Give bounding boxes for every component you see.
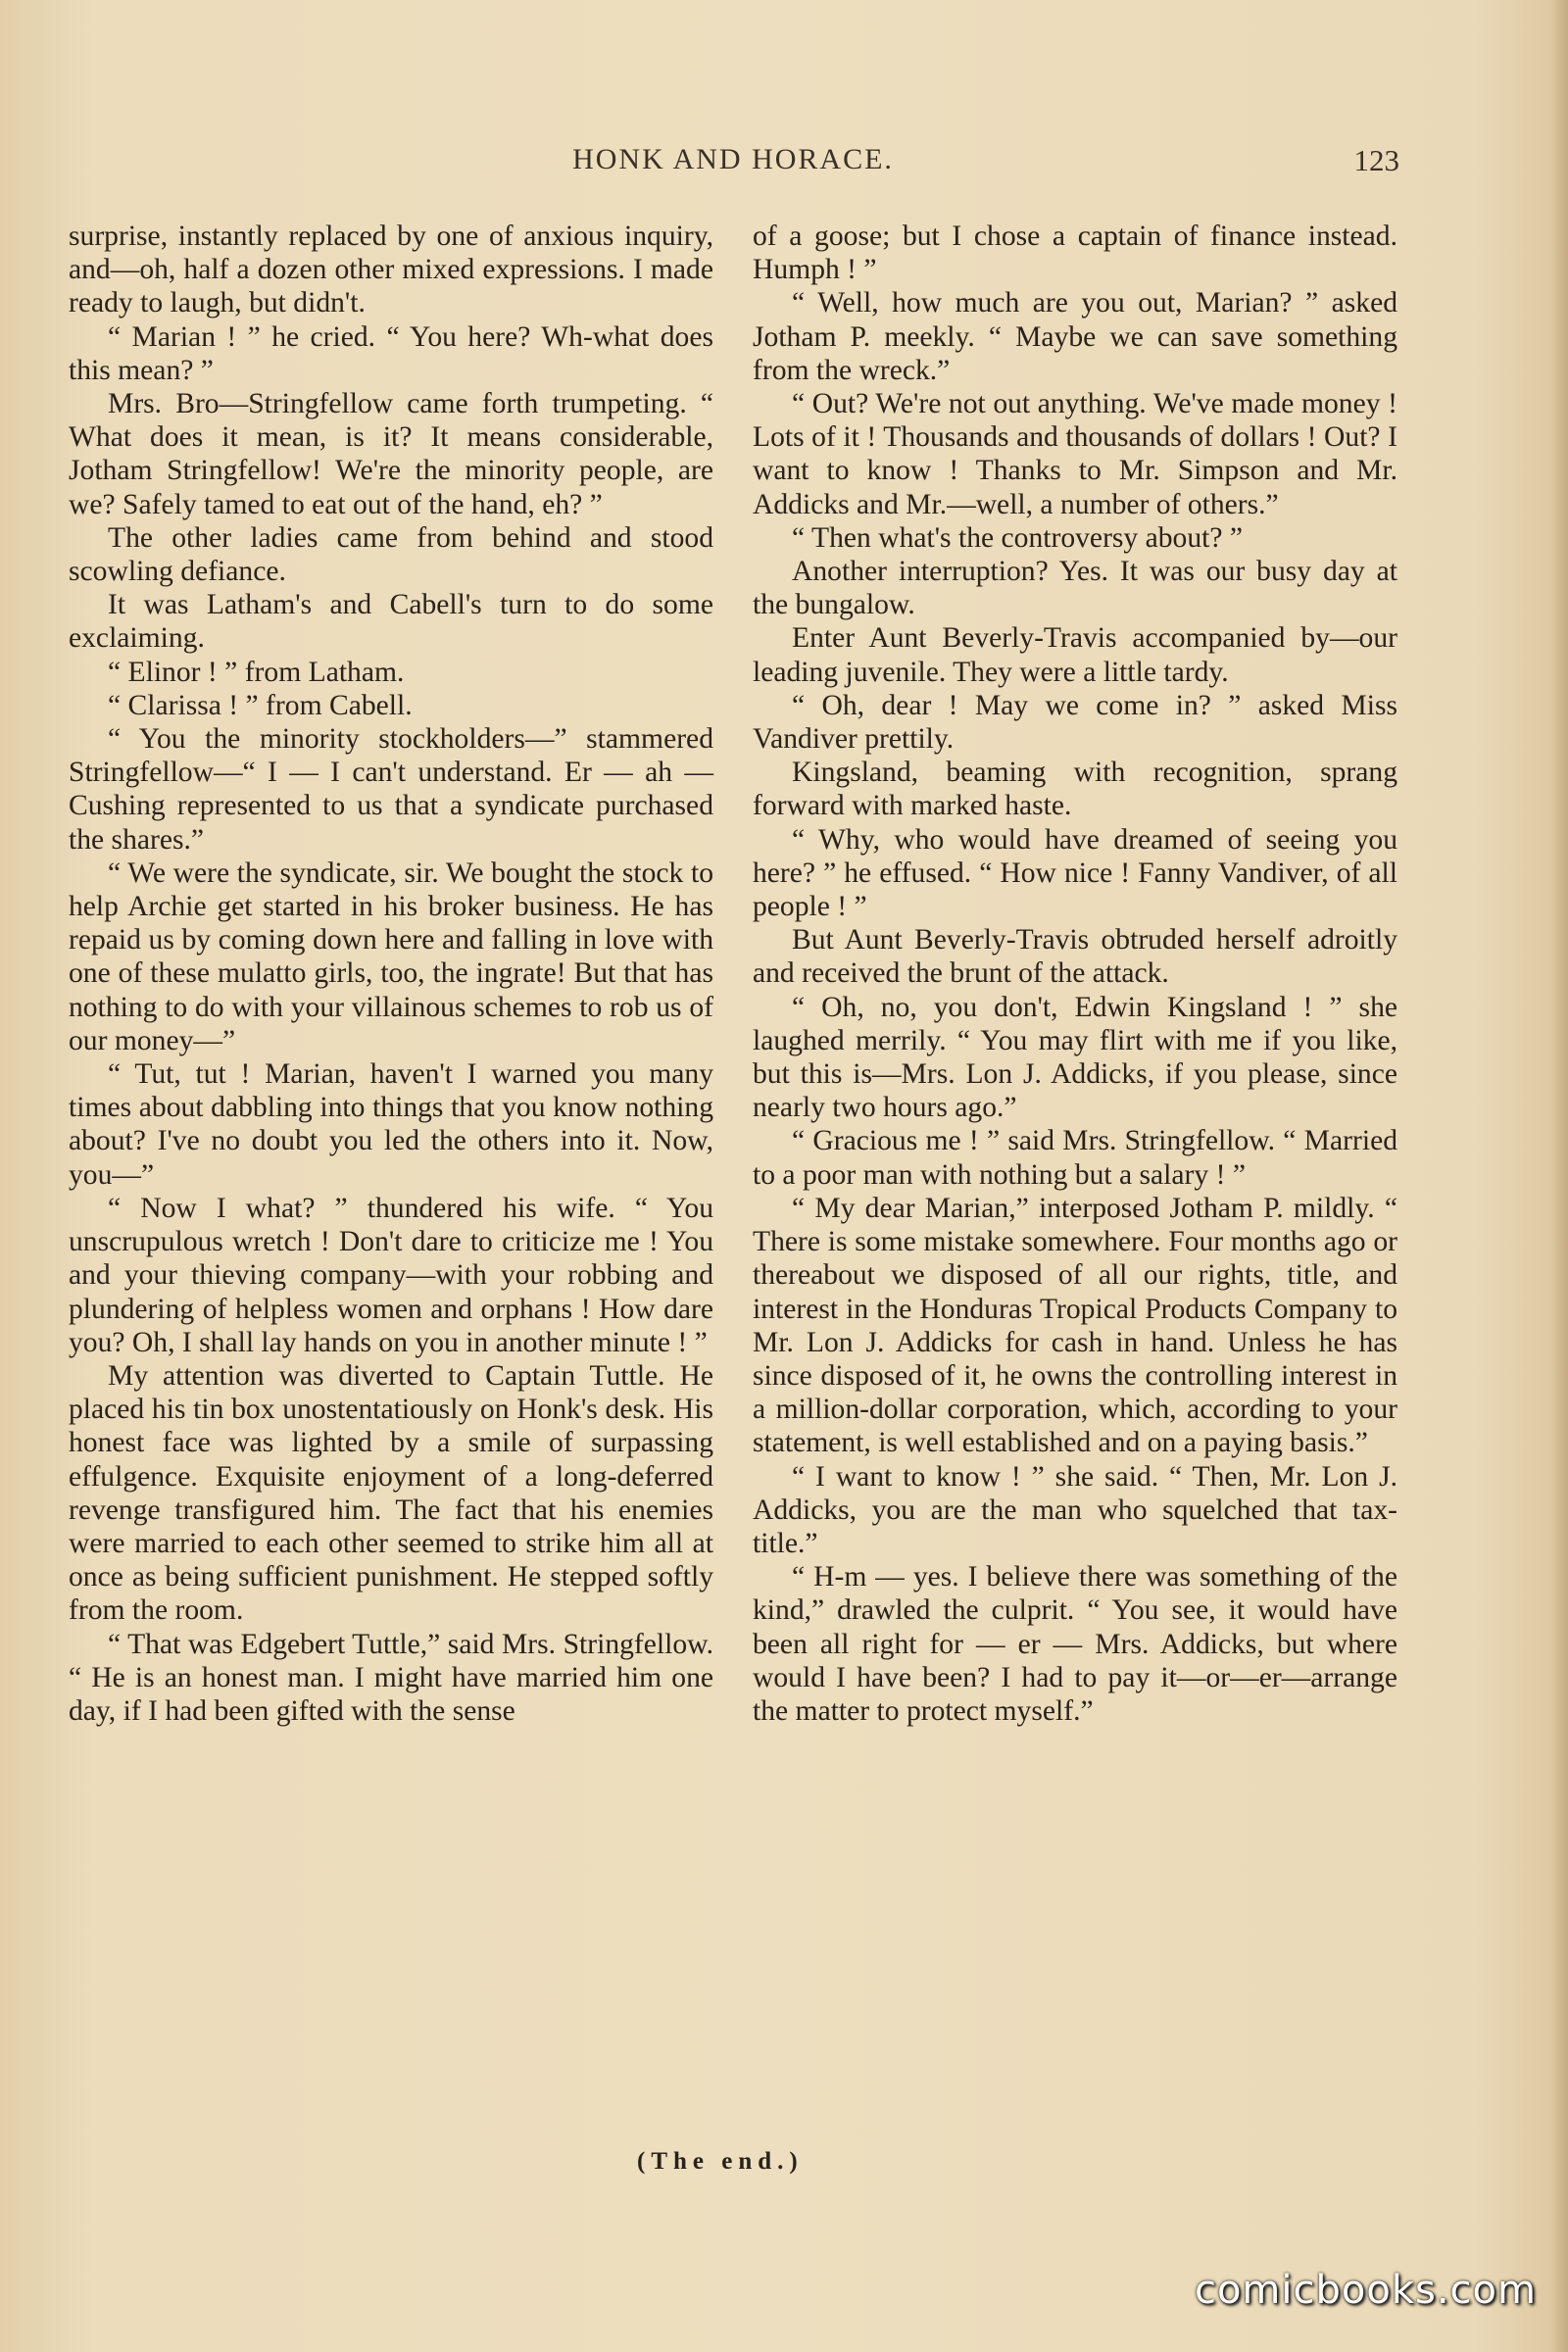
page-edge-shadow bbox=[1550, 0, 1568, 2352]
paragraph: “ Oh, dear ! May we come in? ” asked Miss Vandiver prettily. bbox=[753, 689, 1397, 756]
paragraph: “ Now I what? ” thundered his wife. “ You unscrupulous wretch ! Don't dare to criticize me ! You and your thieving company—with your robbing and plundering of helpless women and orphans ! How dare you? Oh, I shall lay hands on you in another minute ! ” bbox=[69, 1192, 713, 1358]
paragraph: It was Latham's and Cabell's turn to do some exclaiming. bbox=[69, 589, 713, 655]
paragraph: My attention was diverted to Captain Tuttle. He placed his tin box unostentatiously on Honk's desk. His honest face was lighted by a smile of surpassing effulgence. Exquisite enjoyment of a long-deferred revenge transfigured him. The fact that his enemies were married to each other seemed to strike him all at once as being sufficient punishment. He stepped softly from the room. bbox=[69, 1359, 713, 1627]
end-mark: (The end.) bbox=[637, 2148, 804, 2175]
paragraph: “ Oh, no, you don't, Edwin Kingsland ! ” she laughed merrily. “ You may flirt with me if you like, but this is—Mrs. Lon J. Addicks, if you please, since nearly two hours ago.” bbox=[753, 991, 1397, 1124]
paragraph: Mrs. Bro—Stringfellow came forth trumpeting. “ What does it mean, is it? It means considerable, Jotham Stringfellow! We're the minority people, are we? Safely tamed to eat out of the hand, eh? ” bbox=[69, 388, 713, 520]
paragraph: “ Marian ! ” he cried. “ You here? Wh-what does this mean? ” bbox=[69, 320, 713, 386]
paragraph: “ That was Edgebert Tuttle,” said Mrs. Stringfellow. “ He is an honest man. I might have married him one day, if I had been gifted with the sense bbox=[69, 1628, 713, 1727]
watermark-logo: comicbooks.com bbox=[1194, 2268, 1537, 2313]
paragraph: “ My dear Marian,” interposed Jotham P. mildly. “ There is some mistake somewhere. Four months ago or thereabout we disposed of all our rights, title, and interest in the Honduras Tropical Products Company to Mr. Lon J. Addicks for cash in hand. Unless he has since disposed of it, he owns the controlling interest in a million-dollar corporation, which, according to your statement, is well established and on a paying basis.” bbox=[753, 1192, 1397, 1459]
paragraph: “ Well, how much are you out, Marian? ” asked Jotham P. meekly. “ Maybe we can save something from the wreck.” bbox=[753, 287, 1397, 386]
right-column bbox=[753, 220, 1397, 1728]
paragraph: surprise, instantly replaced by one of anxious inquiry, and—oh, half a dozen other mixed expressions. I made ready to laugh, but didn't. bbox=[69, 220, 713, 319]
page-number: 123 bbox=[1353, 143, 1399, 177]
paragraph: “ You the minority stockholders—” stammered Stringfellow—“ I — I can't understand. Er — ah — Cushing represented to us that a syndicate purchased the shares.” bbox=[69, 723, 713, 856]
running-title: HONK AND HORACE. bbox=[572, 143, 894, 175]
paragraph: But Aunt Beverly-Travis obtruded herself adroitly and received the brunt of the attack. bbox=[753, 924, 1397, 990]
paragraph: “ Then what's the controversy about? ” bbox=[792, 521, 1244, 554]
running-head bbox=[67, 143, 1399, 182]
paragraph: “ I want to know ! ” she said. “ Then, Mr. Lon J. Addicks, you are the man who squelched that tax-title.” bbox=[753, 1460, 1397, 1559]
paragraph: The other ladies came from behind and stood scowling defiance. bbox=[69, 521, 713, 588]
paragraph: “ Elinor ! ” from Latham. bbox=[108, 656, 405, 688]
paragraph: of a goose; but I chose a captain of finance instead. Humph ! ” bbox=[753, 220, 1397, 286]
paragraph: “ Out? We're not out anything. We've made money ! Lots of it ! Thousands and thousands of dollars ! Out? I want to know ! Thanks to Mr. Simpson and Mr. Addicks and Mr.—well, a number of others.” bbox=[753, 388, 1397, 520]
paragraph: “ We were the syndicate, sir. We bought the stock to help Archie get started in his broker business. He has repaid us by coming down here and falling in love with one of these mulatto girls, too, the ingrate! But that has nothing to do with your villainous schemes to rob us of our money—” bbox=[69, 857, 713, 1056]
paragraph: “ Tut, tut ! Marian, haven't I warned you many times about dabbling into things that you know nothing about? I've no doubt you led the others into it. Now, you—” bbox=[69, 1058, 713, 1191]
left-column bbox=[69, 220, 713, 1728]
paragraph: “ Clarissa ! ” from Cabell. bbox=[108, 689, 413, 721]
paragraph: “ Gracious me ! ” said Mrs. Stringfellow. “ Married to a poor man with nothing but a salary ! ” bbox=[753, 1125, 1397, 1191]
paragraph: Kingsland, beaming with recognition, sprang forward with marked haste. bbox=[753, 757, 1397, 822]
paragraph: Another interruption? Yes. It was our busy day at the bungalow. bbox=[753, 556, 1397, 621]
paragraph: Enter Aunt Beverly-Travis accompanied by—our leading juvenile. They were a little tardy. bbox=[753, 622, 1397, 688]
paragraph: “ H-m — yes. I believe there was something of the kind,” drawled the culprit. “ You see, it would have been all right for — er — Mrs. Addicks, but where would I have been? I had to pay it—or—er—arrange the matter to protect myself.” bbox=[753, 1561, 1397, 1727]
paragraph: “ Why, who would have dreamed of seeing you here? ” he effused. “ How nice ! Fanny Vandiver, of all people ! ” bbox=[753, 823, 1397, 923]
